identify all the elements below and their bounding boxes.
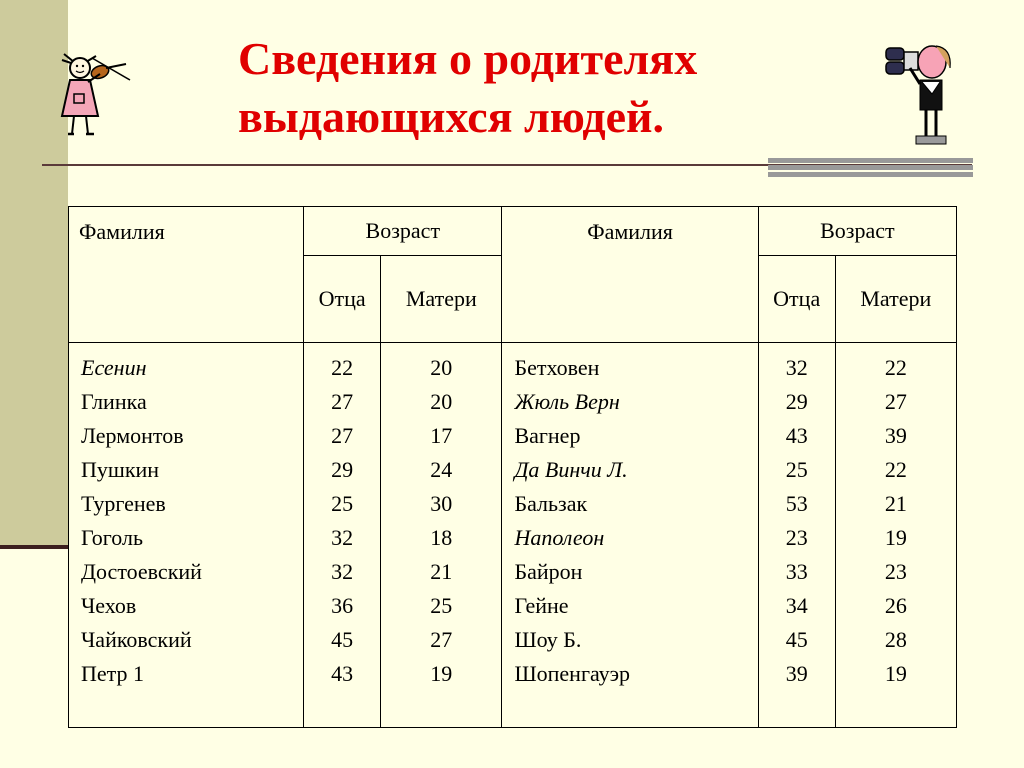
person-name: Чехов: [81, 593, 137, 618]
mother-age: 26: [884, 593, 907, 618]
title-rule-bars: [768, 158, 973, 178]
father-age: 45: [785, 627, 808, 652]
page-title: [238, 30, 838, 146]
header-father-left: Отца: [304, 256, 381, 343]
title-line-1: Сведения о родителях: [238, 33, 698, 84]
father-age: 27: [331, 389, 354, 414]
father-age: 45: [331, 627, 354, 652]
mother-age: 28: [884, 627, 907, 652]
left-surnames-cell: [69, 343, 304, 728]
mother-age: 27: [884, 389, 907, 414]
mother-age: 22: [884, 457, 907, 482]
mother-age: 19: [884, 661, 907, 686]
title-line-2: выдающихся людей.: [238, 91, 665, 142]
father-age: 32: [331, 559, 354, 584]
father-age: 25: [331, 491, 354, 516]
person-name: Шопенгауэр: [514, 661, 631, 686]
header-father-right: Отца: [758, 256, 835, 343]
mother-age: 25: [430, 593, 453, 618]
right-father-ages-cell: [758, 343, 835, 728]
mother-age: 18: [430, 525, 453, 550]
person-name: Достоевский: [81, 559, 202, 584]
person-binoculars-clipart: [880, 38, 970, 148]
mother-age: 20: [430, 355, 453, 380]
mother-age: 24: [430, 457, 453, 482]
parents-ages-table: [68, 206, 957, 728]
father-age: 23: [785, 525, 808, 550]
father-age: 25: [785, 457, 808, 482]
father-age: 22: [331, 355, 354, 380]
header-surname-left: Фамилия: [69, 207, 304, 343]
girl-violin-clipart: [52, 40, 152, 140]
father-age: 33: [785, 559, 808, 584]
mother-age: 19: [430, 661, 453, 686]
father-age: 29: [331, 457, 354, 482]
father-age: 32: [785, 355, 808, 380]
mother-age: 20: [430, 389, 453, 414]
person-name: Глинка: [81, 389, 147, 414]
father-age: 53: [785, 491, 808, 516]
person-name: Пушкин: [81, 457, 160, 482]
left-mother-ages-cell: [381, 343, 502, 728]
header-mother-right: Матери: [835, 256, 956, 343]
person-name: Наполеон: [514, 525, 605, 550]
header-age-right: Возраст: [758, 207, 956, 256]
father-age: 43: [331, 661, 354, 686]
right-mother-ages-cell: [835, 343, 956, 728]
person-name: Бальзак: [514, 491, 588, 516]
header-surname-right: Фамилия: [502, 207, 758, 343]
mother-age: 19: [884, 525, 907, 550]
father-age: 29: [785, 389, 808, 414]
person-name: Гейне: [514, 593, 569, 618]
mother-age: 27: [430, 627, 453, 652]
person-name: Бетховен: [514, 355, 600, 380]
person-name: Вагнер: [514, 423, 581, 448]
person-name: Жюль Верн: [514, 389, 620, 414]
mother-age: 21: [884, 491, 907, 516]
mother-age: 30: [430, 491, 453, 516]
person-name: Петр 1: [81, 661, 145, 686]
mother-age: 23: [884, 559, 907, 584]
person-name: Есенин: [81, 355, 147, 380]
left-father-ages-cell: [304, 343, 381, 728]
mother-age: 39: [884, 423, 907, 448]
person-name: Да Винчи Л.: [514, 457, 628, 482]
person-name: Чайковский: [81, 627, 192, 652]
person-name: Байрон: [514, 559, 583, 584]
person-name: Лермонтов: [81, 423, 184, 448]
right-surnames-cell: [502, 343, 758, 728]
father-age: 39: [785, 661, 808, 686]
header-row-top: [69, 207, 957, 256]
person-name: Гоголь: [81, 525, 143, 550]
mother-age: 22: [884, 355, 907, 380]
father-age: 32: [331, 525, 354, 550]
data-row: [69, 343, 957, 728]
header-mother-left: Матери: [381, 256, 502, 343]
father-age: 36: [331, 593, 354, 618]
person-name: Шоу Б.: [514, 627, 582, 652]
father-age: 43: [785, 423, 808, 448]
header-age-left: Возраст: [304, 207, 502, 256]
father-age: 27: [331, 423, 354, 448]
mother-age: 17: [430, 423, 453, 448]
person-name: Тургенев: [81, 491, 166, 516]
father-age: 34: [785, 593, 808, 618]
mother-age: 21: [430, 559, 453, 584]
side-divider: [0, 545, 68, 549]
